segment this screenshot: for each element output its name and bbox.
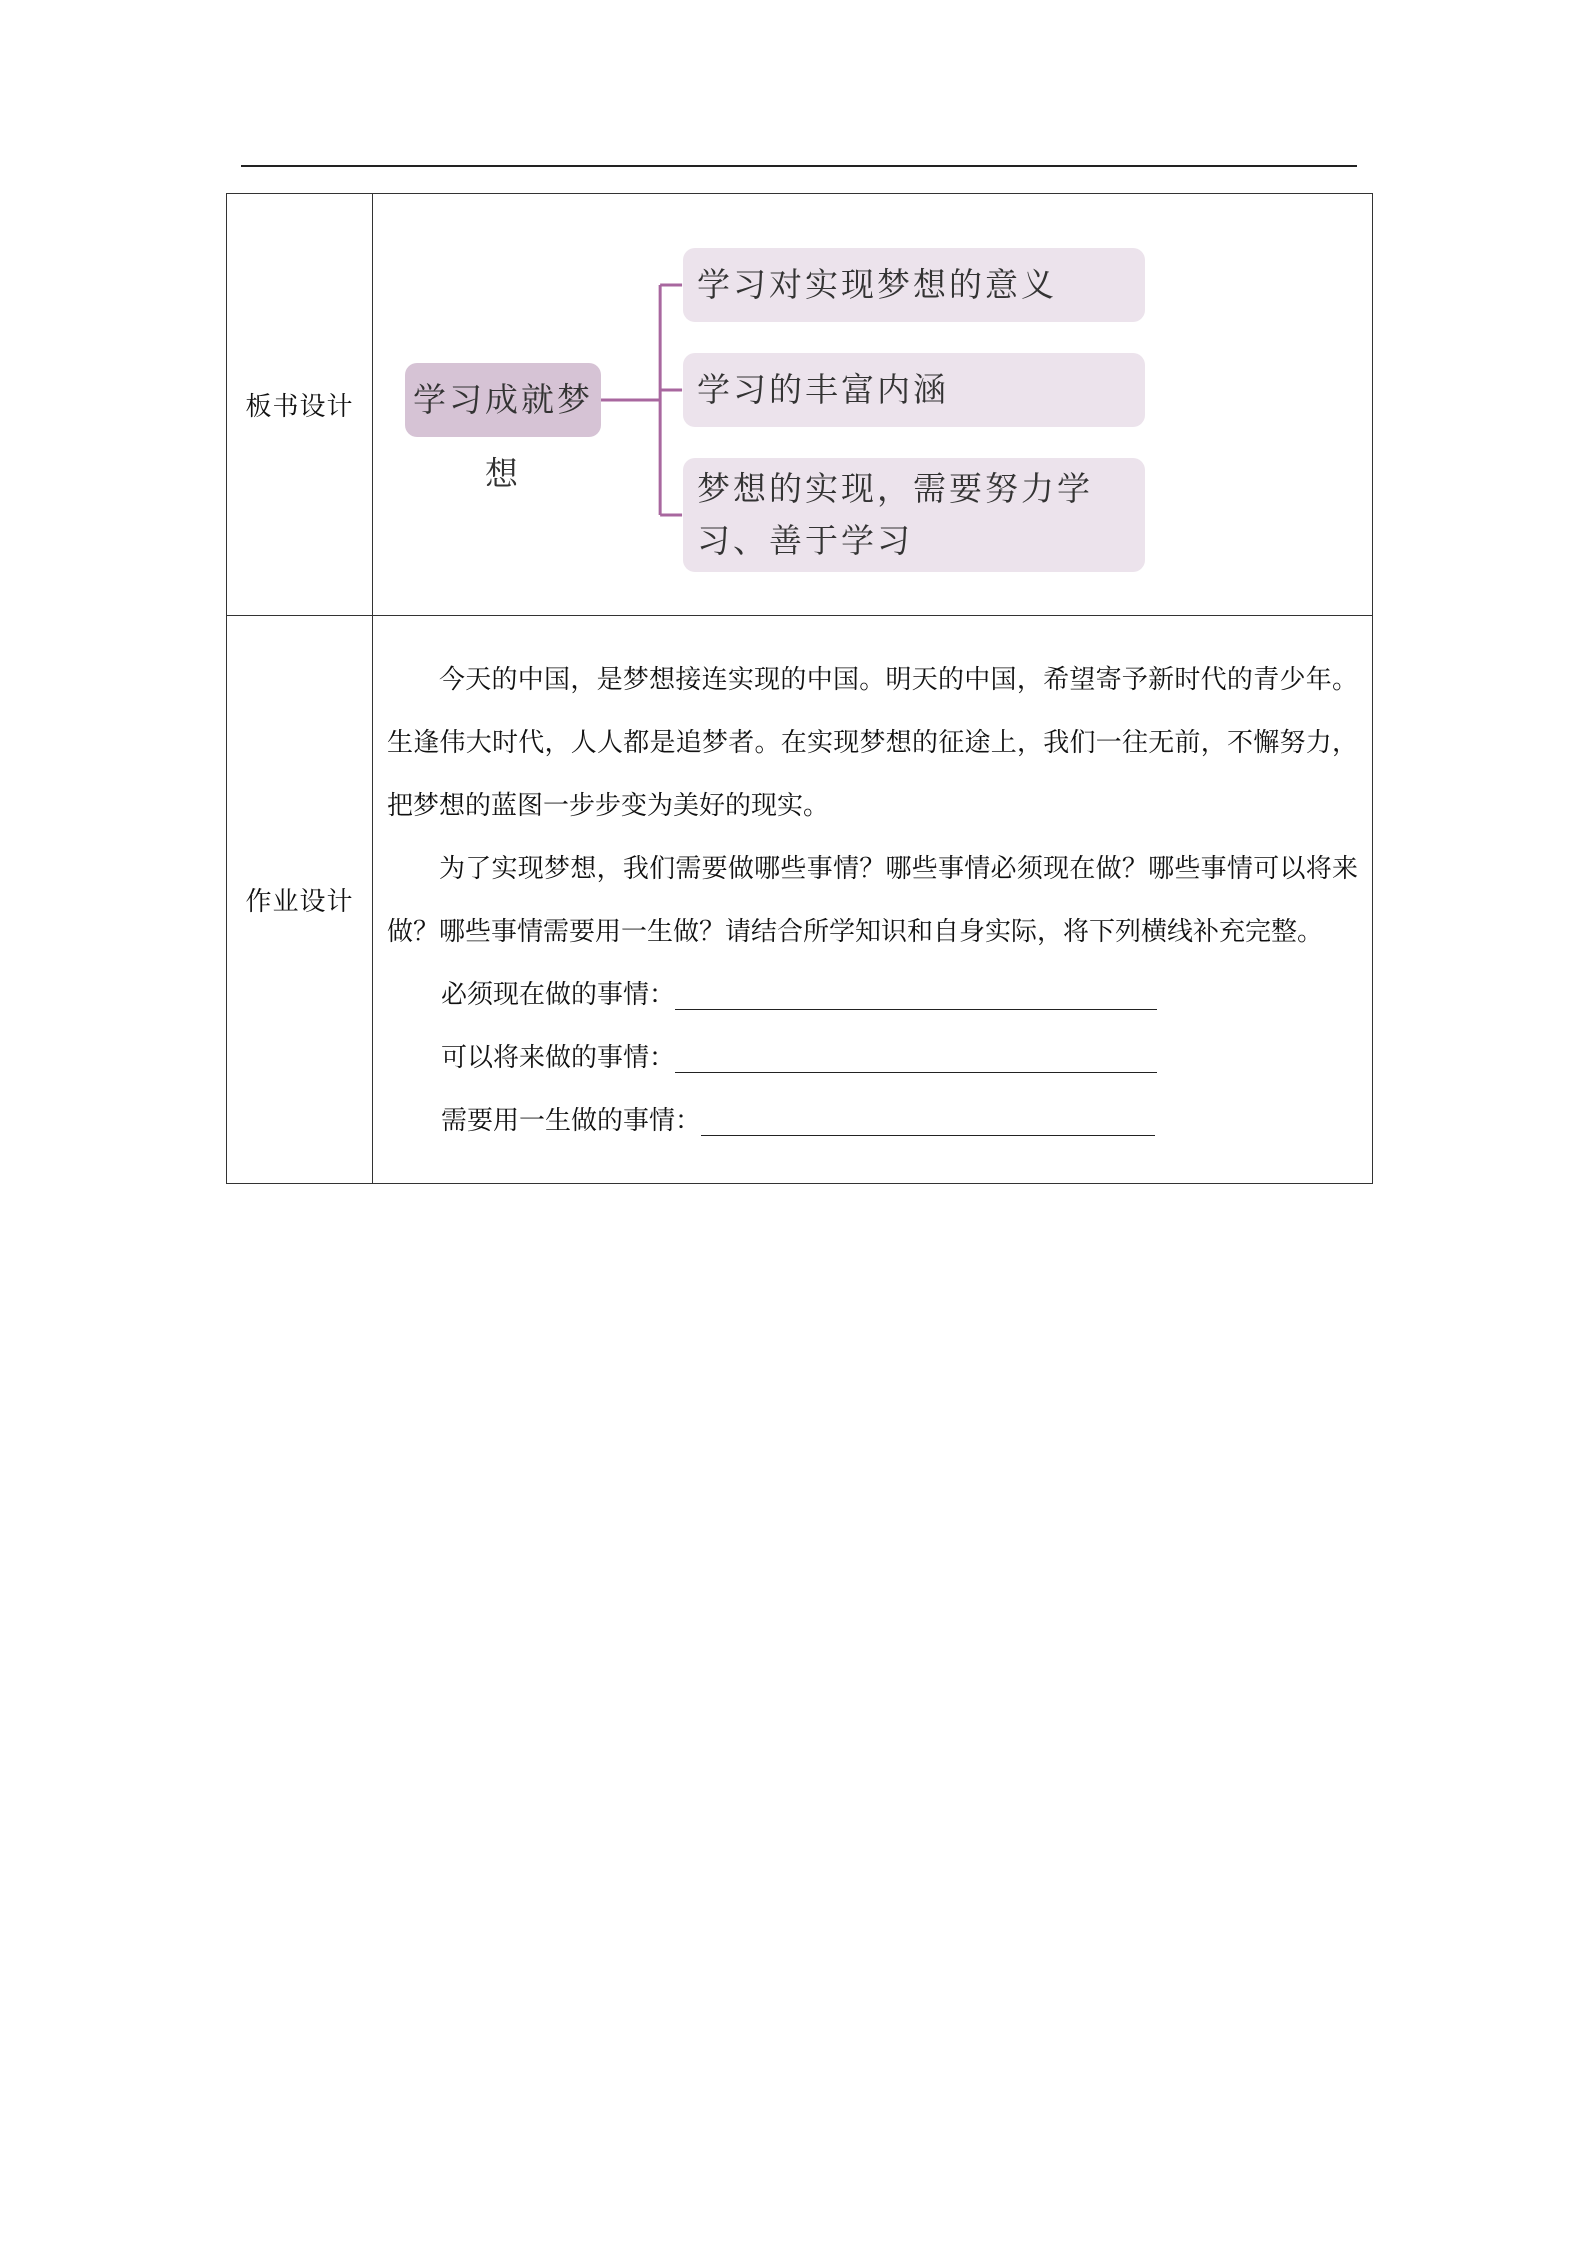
lesson-plan-table <box>226 193 1373 1184</box>
homework-paragraph-1: 今天的中国，是梦想接连实现的中国。明天的中国，希望寄予新时代的青少年。生逢伟大时代，人人都是追梦者。在实现梦想的征途上，我们一往无前，不懈努力，把梦想的蓝图一步步变为美好的现实。 <box>387 664 1358 821</box>
homework-design-row <box>227 616 1373 1184</box>
mind-map <box>373 194 1372 615</box>
board-design-row <box>227 194 1373 616</box>
answer-blank-now[interactable] <box>675 981 1157 1010</box>
mind-map-root: 学习成就梦想 <box>405 363 601 437</box>
mind-map-branch-2: 学习的丰富内涵 <box>683 353 1145 427</box>
blank-label-lifetime: 需要用一生做的事情： <box>441 1105 702 1136</box>
homework-design-label: 作业设计 <box>227 616 373 1184</box>
blank-label-future: 可以将来做的事情： <box>441 1042 676 1073</box>
answer-blank-lifetime[interactable] <box>701 1107 1155 1136</box>
mind-map-branch-3: 梦想的实现，需要努力学习、善于学习 <box>683 458 1145 572</box>
blank-row-future <box>387 1027 1358 1090</box>
answer-blank-future[interactable] <box>675 1044 1157 1073</box>
blank-row-lifetime <box>387 1090 1358 1153</box>
header-rule <box>241 165 1357 167</box>
homework-paragraph-2: 为了实现梦想，我们需要做哪些事情？哪些事情必须现在做？哪些事情可以将来做？哪些事情需要用一生做？请结合所学知识和自身实际，将下列横线补充完整。 <box>387 853 1358 947</box>
homework-design-content <box>373 616 1373 1184</box>
blank-label-now: 必须现在做的事情： <box>441 979 676 1010</box>
blank-row-now <box>387 964 1358 1027</box>
board-design-content <box>373 194 1373 616</box>
board-design-label: 板书设计 <box>227 194 373 616</box>
mind-map-branch-1: 学习对实现梦想的意义 <box>683 248 1145 322</box>
